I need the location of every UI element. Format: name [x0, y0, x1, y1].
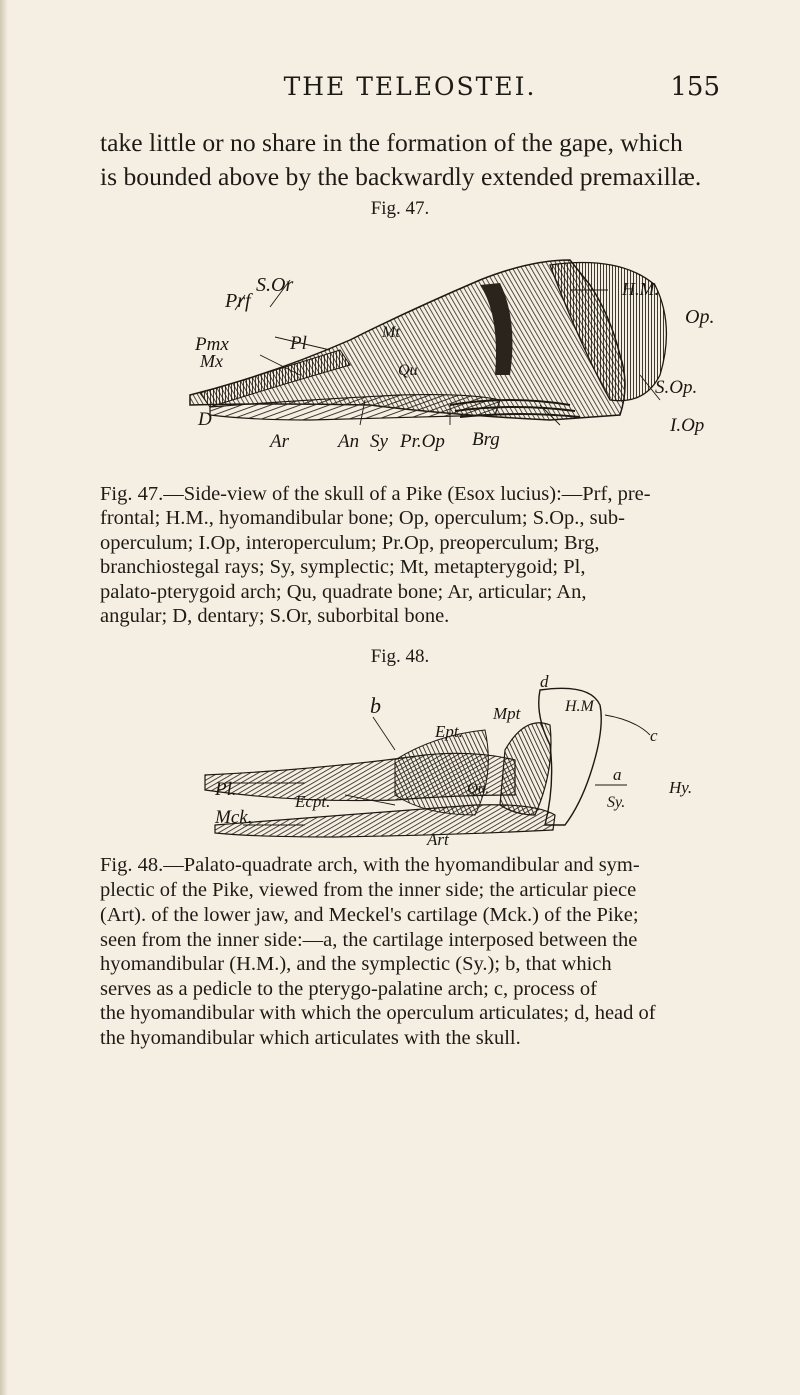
paragraph-line: take little or no share in the formation of the gape, which — [100, 128, 683, 157]
caption-line: serves as a pedicle to the pterygo-palatine arch; c, process of — [100, 978, 597, 1000]
fig47-label-sor: S.Or — [256, 274, 294, 296]
caption-line: angular; D, dentary; S.Or, suborbital bone. — [100, 605, 450, 627]
fig47-label-d: D — [198, 409, 212, 430]
fig48-label-qu: Qu. — [467, 781, 490, 797]
fig47-label-prop: Pr.Op — [400, 431, 445, 452]
page-number: 155 — [670, 72, 720, 102]
fig47-label-iop: I.Op — [670, 415, 705, 436]
fig48-label-mpt: Mpt — [493, 704, 521, 723]
caption-line: hyomandibular (H.M.), and the symplectic (Sy.); b, that which — [100, 953, 612, 975]
fig48-label-pl: Pl. — [215, 779, 237, 800]
paragraph-line: is bounded above by the backwardly extended premaxillæ. — [100, 162, 702, 191]
running-head — [100, 72, 720, 106]
fig48-label-b: b — [370, 693, 381, 718]
fig48-label-d: d — [540, 675, 549, 691]
fig47-label-brg: Brg — [472, 429, 500, 450]
fig47-label-qu: Qu — [398, 362, 418, 379]
caption-line: Fig. 48.—Palato-quadrate arch, with the hyomandibular and sym- — [100, 854, 640, 876]
fig47-label-mt: Mt — [382, 324, 400, 341]
figure-48-label: Fig. 48. — [370, 646, 430, 667]
fig48-label-ecpt: Ecpt. — [295, 792, 331, 811]
articular — [215, 805, 555, 837]
fig47-label-hm: H.M. — [622, 279, 659, 299]
fig48-label-mck: Mck. — [215, 807, 253, 828]
caption-line: Fig. 47.—Side-view of the skull of a Pike (Esox lucius):—Prf, pre- — [100, 483, 651, 505]
figure-48-illustration — [195, 675, 715, 845]
fig47-label-pmx: Pmx — [195, 334, 229, 355]
fig47-label-pl: Pl — [290, 333, 307, 354]
fig47-label-op: Op. — [685, 306, 715, 328]
fig47-label-prf: Prf — [225, 290, 251, 312]
ectopterygoid — [395, 730, 488, 815]
fig47-label-sy: Sy — [370, 431, 388, 452]
caption-line: branchiostegal rays; Sy, symplectic; Mt, metapterygoid; Pl, — [100, 556, 586, 578]
figure-47-illustration — [150, 225, 720, 455]
caption-line: the hyomandibular with which the operculum articulates; d, head of — [100, 1002, 656, 1024]
caption-line: seen from the inner side:—a, the cartilage interposed between the — [100, 929, 638, 951]
caption-line: palato-pterygoid arch; Qu, quadrate bone; Ar, articular; An, — [100, 581, 587, 603]
caption-line: the hyomandibular which articulates with the skull. — [100, 1027, 521, 1049]
caption-line: (Art). of the lower jaw, and Meckel's cartilage (Mck.) of the Pike; — [100, 904, 639, 926]
caption-line: operculum; I.Op, interoperculum; Pr.Op, preoperculum; Brg, — [100, 532, 600, 554]
figure-47-label: Fig. 47. — [370, 198, 430, 219]
caption-line: plectic of the Pike, viewed from the inner side; the articular piece — [100, 879, 637, 901]
fig48-label-art: Art — [427, 830, 449, 845]
fig48-label-c: c — [650, 726, 658, 745]
running-head-title: THE TELEOSTEI. — [283, 72, 537, 101]
fig48-label-ept: Ept. — [435, 722, 463, 741]
fig48-label-hy: Hy. — [669, 778, 693, 797]
caption-line: frontal; H.M., hyomandibular bone; Op, operculum; S.Op., sub- — [100, 507, 625, 529]
fig47-label-an: An — [338, 431, 360, 452]
fig47-label-ar: Ar — [270, 431, 289, 452]
fig47-label-mx: Mx — [200, 351, 223, 371]
fig48-label-hm: H.M — [565, 698, 594, 715]
fig47-label-sop: S.Op. — [655, 377, 698, 398]
fig48-label-sy: Sy. — [607, 794, 626, 811]
fig48-label-a: a — [613, 765, 622, 784]
